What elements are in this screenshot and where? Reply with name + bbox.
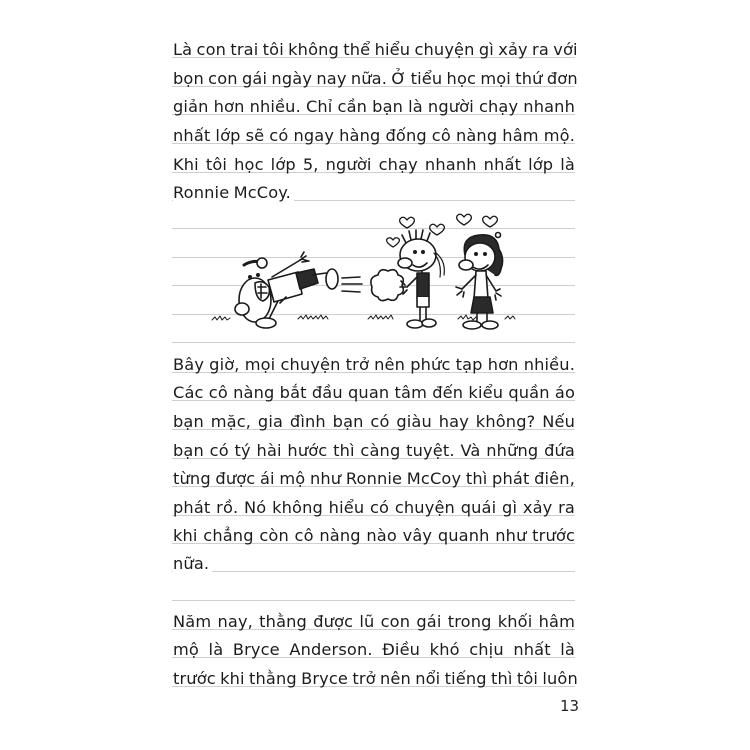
page-number: 13 (560, 697, 580, 715)
girl-with-ponytail-icon (398, 230, 444, 328)
ruled-line (172, 600, 575, 601)
text-line: từng được ái mộ như Ronnie McCoy thì phát điên, (173, 469, 575, 488)
text-line: phát rồ. Nó không hiểu có chuyện quái gì xảy ra (173, 498, 575, 517)
text-line: nhất lớp sẽ có ngay hàng đống cô nàng hâm mộ. (173, 126, 575, 145)
text-line: Bây giờ, mọi chuyện trở nên phức tạp hơn nhiều. (173, 355, 575, 374)
text-line: khi chẳng còn cô nàng nào vây quanh như trước (173, 526, 575, 545)
text-line: Các cô nàng bắt đầu quan tâm đến kiểu quần áo (173, 383, 575, 402)
speed-lines-icon (342, 277, 362, 292)
ruled-line (172, 571, 575, 572)
ruled-line (172, 342, 575, 343)
text-line: bạn mặc, gia đình bạn có giàu hay không? Nếu (173, 412, 575, 431)
text-line: mộ là Bryce Anderson. Điều khó chịu nhất là (173, 640, 575, 659)
text-line: bọn con gái ngày nay nữa. Ở tiểu học mọi thứ đơn (173, 69, 578, 88)
text-line: Ronnie McCoy. (173, 183, 294, 203)
text-line: Khi tôi học lớp 5, người chạy nhanh nhất lớp là (173, 155, 575, 174)
text-line: trước khi thằng Bryce trở nên nổi tiếng thì tôi luôn (173, 669, 578, 688)
girl-with-curly-hair-icon (456, 233, 503, 330)
text-line: giản hơn nhiều. Chỉ cần bạn là người chạy nhanh (173, 97, 575, 116)
text-line: Năm nay, thằng được lũ con gái trong khối hâm (173, 612, 575, 631)
illustration-running-boy-and-girls (200, 205, 540, 335)
text-line: bạn có tý hài hước thì càng tuyệt. Và những đứa (173, 441, 575, 460)
running-boy-icon (235, 252, 338, 328)
text-line: Là con trai tôi không thể hiểu chuyện gì xảy ra với (173, 40, 578, 59)
text-line: nữa. (173, 554, 212, 574)
dust-cloud-icon (371, 270, 403, 301)
